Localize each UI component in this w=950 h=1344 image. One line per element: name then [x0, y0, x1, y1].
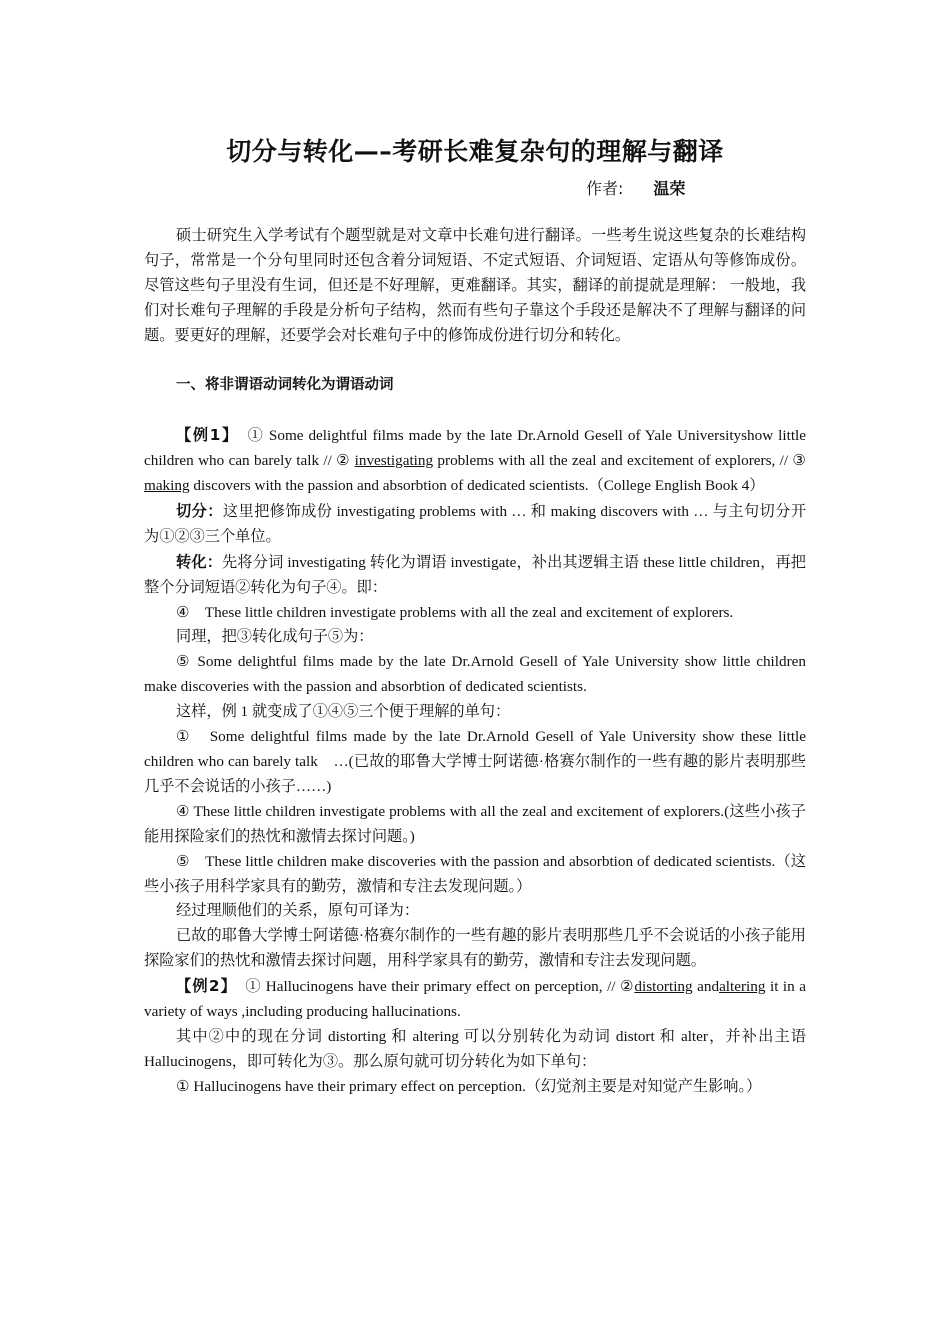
underlined-word: distorting [634, 978, 693, 996]
underlined-word: making [144, 477, 190, 495]
section-heading: 一、将非谓语动词转化为谓语动词 [176, 377, 394, 394]
thus-note: 这样，例 1 就变成了①④⑤三个便于理解的单句： [176, 703, 511, 721]
example-2: 【例2】 ① Hallucinogens have their primary effect on perception, // ②distorting andaltering it in a variety of ways ,including producing hallucinations. [144, 977, 807, 1021]
after-note: 经过理顺他们的关系，原句可译为： [176, 902, 419, 920]
full-translation: 已故的耶鲁大学博士阿诺德·格赛尔制作的一些有趣的影片表明那些几乎不会说话的小孩子能用探险家们的热忱和激情去探讨问题，用科学家具有的勤劳，激情和专注去发现问题。 [144, 927, 806, 970]
document-title: 切分与转化—–考研长难复杂句的理解与翻译 [226, 137, 724, 166]
example-label: 【例2】 [176, 977, 230, 996]
author-line [586, 176, 685, 199]
translated-sentence-5: ⑤ These little children make discoveries with the passion and absorbtion of dedicated scientists.（这些小孩子用科学家具有的勤劳，激情和专注去发现问题。） [144, 852, 806, 895]
example-2-note: 其中②中的现在分词 distorting 和 altering 可以分别转化为动词 distort 和 alter，并补出主语 Hallucinogens，即可转化为③。那么原句就可切分转化为如下单句： [144, 1027, 806, 1070]
sentence-4: ④ These little children investigate problems with all the zeal and excitement of explorers. [176, 603, 734, 621]
example-2-sentence-1: ① Hallucinogens have their primary effect on perception.（幻觉剂主要是对知觉产生影响。） [176, 1077, 762, 1095]
translated-sentence-1: ① Some delightful films made by the late Dr.Arnold Gesell of Yale University show these little children who can barely talk …(已故的耶鲁大学博士阿诺德·格赛尔制作的一些有趣的影片表明那些几乎不会说话的小孩子……) [144, 728, 806, 795]
cut-label: 切分： [176, 501, 223, 520]
sentence-5: ⑤ Some delightful films made by the late Dr.Arnold Gesell of Yale University show little children make discoveries with the passion and absorbtion of dedicated scientists. [144, 653, 806, 696]
underlined-word: altering [719, 978, 766, 996]
example-1: 【例1】 ① Some delightful films made by the late Dr.Arnold Gesell of Yale Universityshow little children who can barely talk // ② investigating problems with all the zeal and excitement of explorers, // ③ making discovers with the passion and absorbtion of dedicated scientists.（College English Book 4） [144, 426, 807, 495]
example-label: 【例1】 [176, 426, 232, 445]
translated-sentence-4: ④ These little children investigate problems with all the zeal and excitement of explorers.(这些小孩子能用探险家们的热忱和激情去探讨问题。) [144, 802, 806, 845]
author-name: 温荣 [653, 179, 686, 198]
underlined-word: investigating [354, 452, 434, 470]
document-body [144, 224, 806, 1100]
same-note: 同理，把③转化成句子⑤为： [176, 628, 374, 646]
author-label: 作者: [586, 179, 624, 198]
cut-paragraph: 切分：这里把修饰成份 investigating problems with … 和 making discovers with … 与主句切分开为①②③三个单位。 [144, 501, 807, 545]
intro-paragraph: 硕士研究生入学考试有个题型就是对文章中长难句进行翻译。一些考生说这些复杂的长难结构句子，常常是一个分句里同时还包含着分词短语、不定式短语、介词短语、定语从句等修饰成份。尽管这些句子里没有生词，但还是不好理解，更难翻译。其实，翻译的前提就是理解： 一般地，我们对长难句子理解的手段是分析句子结构，然而有些句子靠这个手段还是解决不了理解与翻译的问题。要更好的理解，还要学会对长难句子中的修饰成份进行切分和转化。 [144, 227, 806, 344]
convert-paragraph: 转化：先将分词 investigating 转化为谓语 investigate，补出其逻辑主语 these little children，再把整个分词短语②转化为句子④。即： [144, 552, 806, 596]
convert-label: 转化： [176, 552, 223, 571]
